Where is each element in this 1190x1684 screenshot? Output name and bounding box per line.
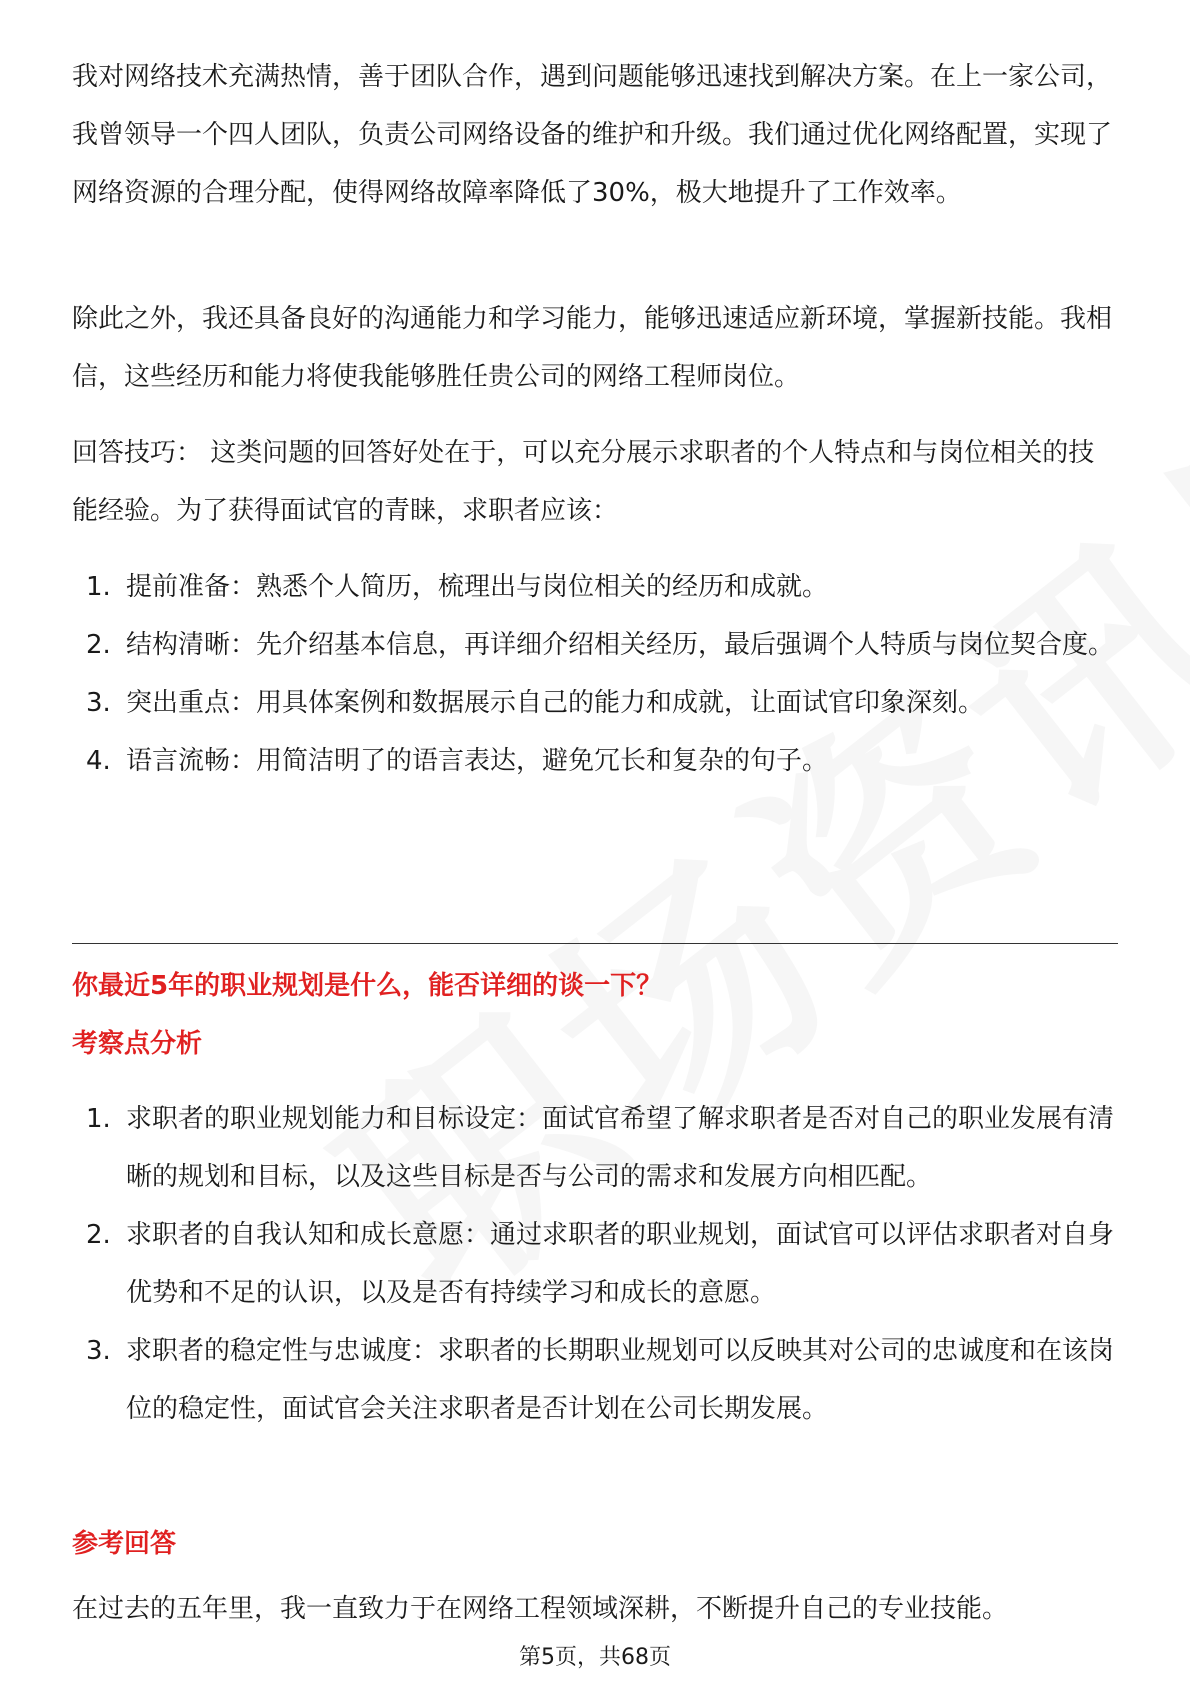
list-text: 求职者的稳定性与忠诚度：求职者的长期职业规划可以反映其对公司的忠诚度和在该岗位的稳定性，面试官会关注求职者是否计划在公司长期发展。	[126, 1336, 1115, 1424]
list-number: 1.	[86, 572, 111, 602]
list-number: 3.	[86, 1336, 111, 1366]
page-footer: 第5页，共68页	[519, 1645, 671, 1670]
list-number: 1.	[86, 1104, 111, 1134]
question-heading: 你最近5年的职业规划是什么，能否详细的谈一下？	[72, 971, 663, 1001]
paragraph-tips-intro	[72, 424, 1118, 540]
paragraph-text: 在过去的五年里，我一直致力于在网络工程领域深耕，不断提升自己的专业技能。	[72, 1594, 1009, 1624]
paragraph-answer	[72, 1580, 1118, 1638]
section-divider	[72, 943, 1118, 944]
paragraph-additional	[72, 290, 1118, 406]
list-text: 提前准备：熟悉个人简历，梳理出与岗位相关的经历和成就。	[126, 572, 829, 602]
list-item	[86, 1322, 1118, 1438]
list-number: 2.	[86, 1220, 111, 1250]
list-number: 2.	[86, 630, 111, 660]
paragraph-text: 我对网络技术充满热情，善于团队合作，遇到问题能够迅速找到解决方案。在上一家公司，我曾领导一个四人团队，负责公司网络设备的维护和升级。我们通过优化网络配置，实现了网络资源的合理分配，使得网络故障率降低了30%，极大地提升了工作效率。	[72, 62, 1113, 208]
paragraph-text: 回答技巧： 这类问题的回答好处在于，可以充分展示求职者的个人特点和与岗位相关的技能经验。为了获得面试官的青睐，求职者应该：	[72, 438, 1095, 526]
list-text: 求职者的自我认知和成长意愿：通过求职者的职业规划，面试官可以评估求职者对自身优势和不足的认识，以及是否有持续学习和成长的意愿。	[126, 1220, 1115, 1308]
answer-heading: 参考回答	[72, 1529, 177, 1559]
list-item	[86, 616, 1118, 674]
list-item	[86, 674, 1118, 732]
paragraph-text: 除此之外，我还具备良好的沟通能力和学习能力，能够迅速适应新环境，掌握新技能。我相信，这些经历和能力将使我能够胜任贵公司的网络工程师岗位。	[72, 304, 1113, 392]
analysis-list	[86, 1090, 1118, 1438]
list-text: 结构清晰：先介绍基本信息，再详细介绍相关经历，最后强调个人特质与岗位契合度。	[126, 630, 1115, 660]
list-item	[86, 732, 1118, 790]
paragraph-intro	[72, 48, 1118, 222]
analysis-heading: 考察点分析	[72, 1029, 203, 1059]
list-item	[86, 1206, 1118, 1322]
list-number: 4.	[86, 746, 111, 776]
list-item	[86, 1090, 1118, 1206]
list-item	[86, 558, 1118, 616]
list-text: 突出重点：用具体案例和数据展示自己的能力和成就，让面试官印象深刻。	[126, 688, 985, 718]
list-text: 求职者的职业规划能力和目标设定：面试官希望了解求职者是否对自己的职业发展有清晰的规划和目标，以及这些目标是否与公司的需求和发展方向相匹配。	[126, 1104, 1115, 1192]
list-number: 3.	[86, 688, 111, 718]
tips-list	[86, 558, 1118, 790]
list-text: 语言流畅：用简洁明了的语言表达，避免冗长和复杂的句子。	[126, 746, 829, 776]
